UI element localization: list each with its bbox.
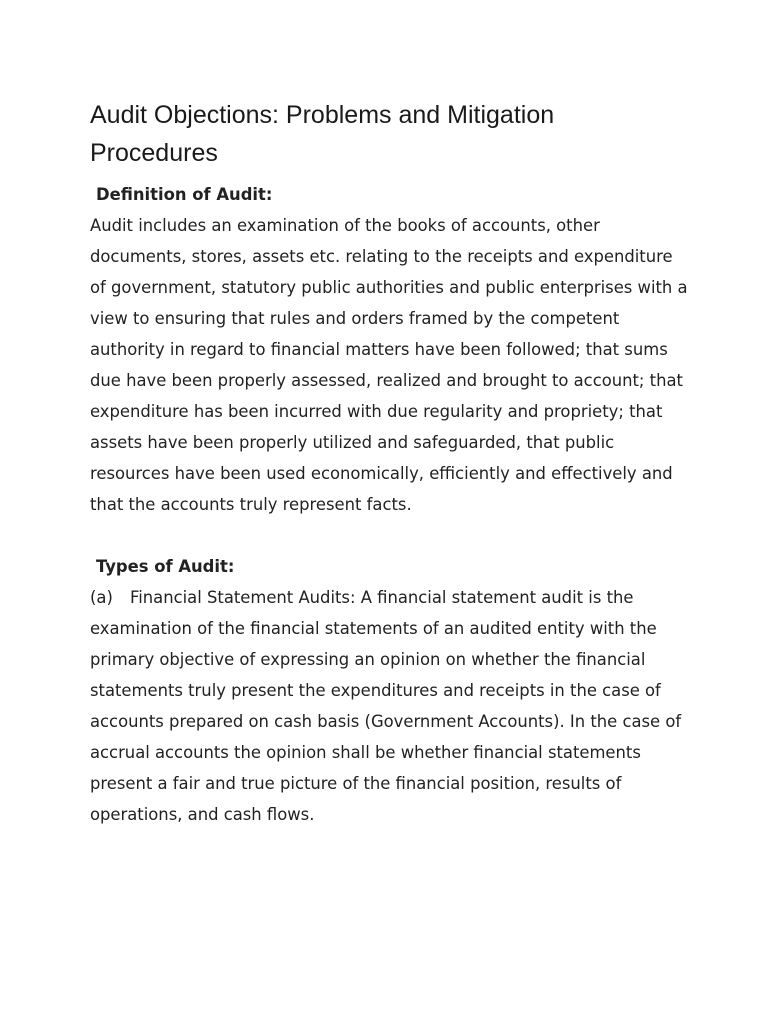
document-page — [90, 96, 690, 830]
financial-statement-audits-text: Financial Statement Audits: A financial statement audit is the examination of the financial statements of an audited entity with the primary objective of expressing an opinion on whether the financial statements truly present the expenditures and receipts in the case of accounts prepared on cash basis (Government Accounts). In the case of accrual accounts the opinion shall be whether financial statements present a fair and true picture of the financial position, results of operations, and cash flows. — [90, 588, 682, 824]
list-item-marker: (a) — [90, 588, 113, 607]
section-types — [90, 551, 690, 830]
section-heading-definition: Definition of Audit: — [96, 185, 273, 204]
section-heading-types: Types of Audit: — [96, 557, 235, 576]
paragraph-spacer — [90, 520, 690, 551]
section-definition — [90, 179, 690, 520]
types-paragraph — [90, 582, 690, 830]
definition-paragraph: Audit includes an examination of the books of accounts, other documents, stores, assets etc. relating to the receipts and expenditure of government, statutory public authorities and public enterprises with a view to ensuring that rules and orders framed by the competent authority in regard to financial matters have been followed; that sums due have been properly assessed, realized and brought to account; that expenditure has been incurred with due regularity and propriety; that assets have been properly utilized and safeguarded, that public resources have been used economically, efficiently and effectively and that the accounts truly represent facts. — [90, 216, 688, 514]
document-title: Audit Objections: Problems and Mitigation Procedures — [90, 101, 555, 167]
